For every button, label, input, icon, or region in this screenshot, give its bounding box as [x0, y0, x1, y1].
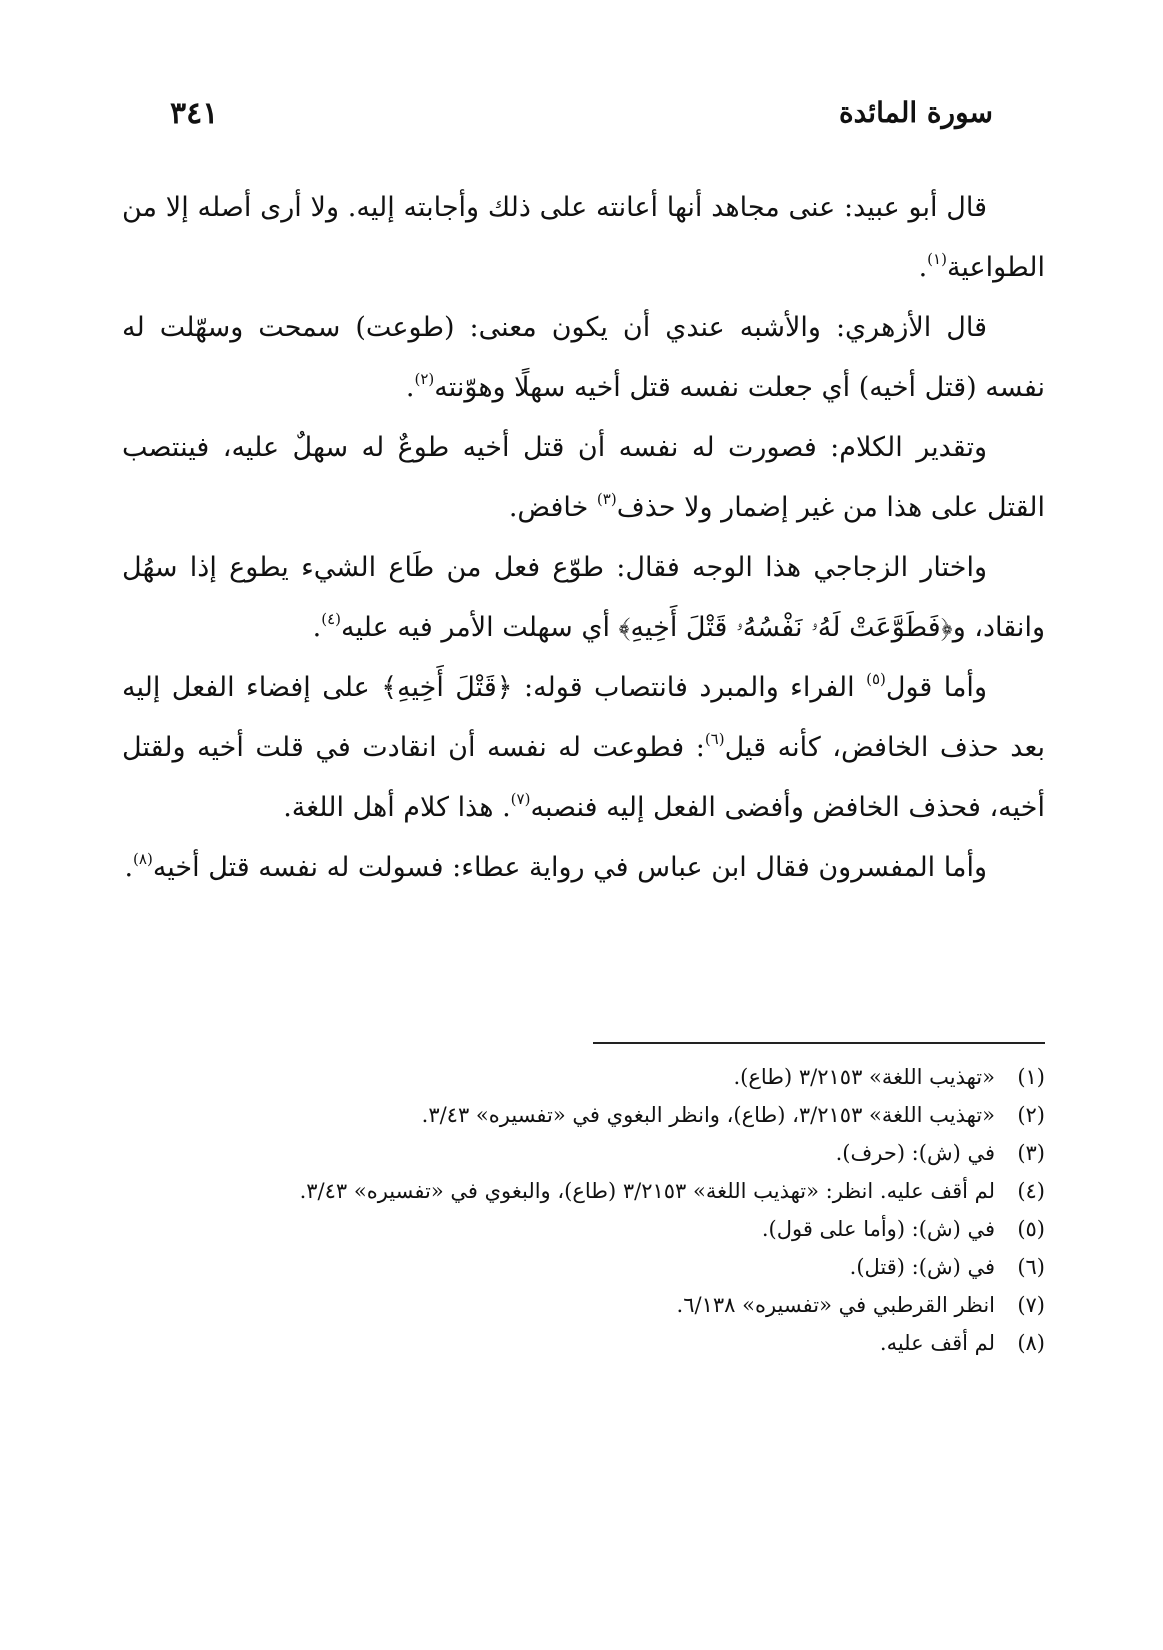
footnote	[118, 1134, 1045, 1172]
paragraph-text: على إفضاء الفعل إليه بعد حذف الخافض، كأنه قيل	[122, 672, 1045, 763]
footnote-text: «تهذيب اللغة» ٣/٢١٥٣ (طاع).	[733, 1065, 995, 1089]
footnote-ref: (٦)	[704, 730, 725, 748]
quran-quote: ﴿قَتْلَ أَخِيهِ﴾	[381, 672, 513, 703]
footnotes	[118, 1058, 1045, 1362]
paragraph	[122, 658, 1045, 838]
footnote-text: «تهذيب اللغة» ٣/٢١٥٣، (طاع)، وانظر البغوي في «تفسيره» ٣/٤٣.	[421, 1103, 995, 1127]
footnote	[118, 1324, 1045, 1362]
footnote-ref: (٧)	[510, 790, 531, 808]
page-number: ٣٤١	[170, 96, 219, 131]
footnote-text: لم أقف عليه. انظر: «تهذيب اللغة» ٣/٢١٥٣ (طاع)، والبغوي في «تفسيره» ٣/٤٣.	[299, 1179, 995, 1203]
footnote	[118, 1096, 1045, 1134]
main-text	[122, 178, 1045, 898]
paragraph-text: الفراء والمبرد فانتصاب قوله:	[512, 672, 867, 703]
surah-title: سورة المائدة	[838, 96, 993, 129]
footnote	[118, 1172, 1045, 1210]
paragraph	[122, 298, 1045, 418]
paragraph-text: واختار الزجاجي هذا الوجه فقال: طوّع فعل من طَاع الشيء يطوع إذا سهُل وانقاد، و	[122, 552, 1045, 643]
paragraph-text: : فطوعت له نفسه أن انقادت في قلت أخيه ولقتل أخيه، فحذف الخافض وأفضى الفعل إليه فنصبه	[122, 732, 1045, 823]
paragraph	[122, 838, 1045, 898]
paragraph	[122, 178, 1045, 298]
footnote-text: في (ش): (وأما على قول).	[761, 1217, 995, 1241]
footnote-number: (٤)	[1017, 1179, 1045, 1203]
footnote-number: (٨)	[1017, 1331, 1045, 1355]
footnote-ref: (٤)	[321, 610, 342, 628]
footnote	[118, 1248, 1045, 1286]
paragraph-text: قال أبو عبيد: عنى مجاهد أنها أعانته على ذلك وأجابته إليه. ولا أرى أصله إلا من الطواعية	[122, 192, 1045, 283]
footnote	[118, 1210, 1045, 1248]
paragraph-text: .	[918, 252, 928, 283]
paragraph-text: . هذا كلام أهل اللغة.	[283, 792, 511, 823]
paragraph-text: وتقدير الكلام: فصورت له نفسه أن قتل أخيه طوعٌ له سهلٌ عليه، فينتصب القتل على هذا من غير إضمار ولا حذف	[122, 432, 1045, 523]
quran-quote: ﴿فَطَوَّعَتْ لَهُۥ نَفْسُهُۥ قَتْلَ أَخِيهِ﴾	[618, 612, 953, 643]
footnote-number: (٢)	[1017, 1103, 1045, 1127]
footnote-divider	[593, 1042, 1045, 1044]
paragraph-text: وأما قول	[885, 672, 987, 703]
footnote-ref: (١)	[927, 250, 947, 268]
footnote	[118, 1058, 1045, 1096]
paragraph-text: قال الأزهري: والأشبه عندي أن يكون معنى: (طوعت) سمحت وسهّلت له نفسه (قتل أخيه) أي جعلت نفسه قتل أخيه سهلًا وهوّنته	[122, 312, 1045, 403]
page-header	[170, 96, 993, 144]
paragraph	[122, 418, 1045, 538]
footnote-number: (٧)	[1017, 1293, 1045, 1317]
paragraph-text: خافض.	[508, 492, 597, 523]
paragraph-text: .	[124, 852, 134, 883]
footnote-ref: (٢)	[414, 370, 435, 388]
footnote-number: (١)	[1017, 1065, 1045, 1089]
footnote-number: (٦)	[1017, 1255, 1045, 1279]
paragraph-text: وأما المفسرون فقال ابن عباس في رواية عطاء: فسولت له نفسه قتل أخيه	[152, 852, 987, 883]
footnote-number: (٥)	[1017, 1217, 1045, 1241]
paragraph-text: .	[312, 612, 322, 643]
footnote-text: في (ش): (قتل).	[849, 1255, 995, 1279]
footnote-ref: (٨)	[133, 850, 153, 868]
footnote-text: لم أقف عليه.	[879, 1331, 995, 1355]
paragraph-text: .	[405, 372, 415, 403]
footnote-ref: (٣)	[596, 490, 617, 508]
footnote-ref: (٥)	[866, 670, 886, 688]
footnote-text: في (ش): (حرف).	[835, 1141, 995, 1165]
paragraph	[122, 538, 1045, 658]
footnote-text: انظر القرطبي في «تفسيره» ٦/١٣٨.	[676, 1293, 995, 1317]
footnote-number: (٣)	[1017, 1141, 1045, 1165]
paragraph-text: أي سهلت الأمر فيه عليه	[341, 612, 619, 643]
footnote	[118, 1286, 1045, 1324]
